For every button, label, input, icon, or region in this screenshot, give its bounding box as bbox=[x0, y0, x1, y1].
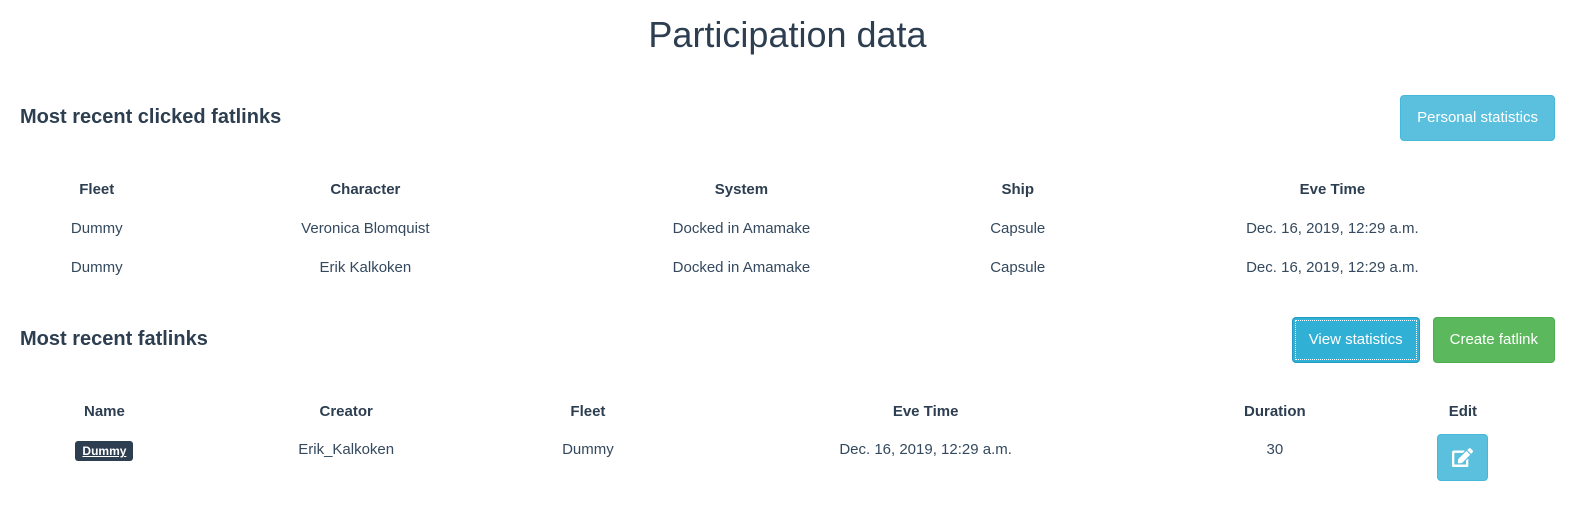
column-header-ship: Ship bbox=[1001, 181, 1034, 199]
table-row bbox=[20, 431, 1555, 484]
column-header-fleet: Fleet bbox=[570, 403, 606, 421]
cell-character: Veronica Blomquist bbox=[301, 220, 430, 238]
section-header-clicked-fatlinks bbox=[20, 95, 1555, 140]
cell-ship: Capsule bbox=[990, 220, 1046, 238]
recent-fatlinks-table bbox=[20, 392, 1555, 484]
clicked-fatlinks-table bbox=[20, 170, 1555, 287]
column-header-edit: Edit bbox=[1448, 403, 1478, 421]
cell-system: Docked in Amamake bbox=[672, 259, 811, 277]
clicked-fatlinks-actions bbox=[1400, 95, 1555, 140]
column-header-name: Name bbox=[83, 403, 125, 421]
personal-statistics-button[interactable]: Personal statistics bbox=[1400, 95, 1555, 140]
fatlink-name-badge[interactable]: Dummy bbox=[75, 441, 133, 461]
column-header-creator: Creator bbox=[319, 403, 373, 421]
view-statistics-button[interactable]: View statistics bbox=[1292, 317, 1420, 362]
cell-edit bbox=[1371, 431, 1555, 484]
edit-icon bbox=[1452, 448, 1473, 467]
page-title: Participation data bbox=[648, 14, 927, 55]
table-row bbox=[20, 209, 1555, 248]
cell-fleet: Dummy bbox=[70, 220, 123, 238]
recent-fatlinks-header-row bbox=[20, 392, 1555, 431]
cell-system: Docked in Amamake bbox=[672, 220, 811, 238]
cell-character: Erik Kalkoken bbox=[319, 259, 412, 277]
cell-eve-time: Dec. 16, 2019, 12:29 a.m. bbox=[1246, 220, 1419, 238]
page bbox=[0, 14, 1575, 484]
cell-fleet: Dummy bbox=[70, 259, 123, 277]
cell-creator: Erik_Kalkoken bbox=[298, 441, 395, 459]
column-header-eve-time: Eve Time bbox=[1299, 181, 1366, 199]
cell-ship: Capsule bbox=[990, 259, 1046, 277]
section-heading-clicked-fatlinks: Most recent clicked fatlinks bbox=[20, 106, 282, 129]
column-header-eve-time: Eve Time bbox=[892, 403, 959, 421]
cell-eve-time: Dec. 16, 2019, 12:29 a.m. bbox=[839, 441, 1012, 459]
section-header-recent-fatlinks bbox=[20, 317, 1555, 362]
cell-eve-time: Dec. 16, 2019, 12:29 a.m. bbox=[1246, 259, 1419, 277]
column-header-character: Character bbox=[330, 181, 401, 199]
column-header-system: System bbox=[714, 181, 769, 199]
create-fatlink-button[interactable]: Create fatlink bbox=[1433, 317, 1555, 362]
cell-fleet: Dummy bbox=[562, 441, 614, 459]
recent-fatlinks-actions bbox=[1292, 317, 1555, 362]
cell-duration: 30 bbox=[1266, 441, 1284, 459]
clicked-fatlinks-header-row bbox=[20, 170, 1555, 209]
cell-name bbox=[20, 431, 189, 484]
column-header-duration: Duration bbox=[1244, 403, 1306, 421]
section-heading-recent-fatlinks: Most recent fatlinks bbox=[20, 328, 208, 351]
column-header-fleet: Fleet bbox=[79, 181, 115, 199]
edit-fatlink-button[interactable] bbox=[1437, 434, 1488, 481]
table-row bbox=[20, 248, 1555, 287]
